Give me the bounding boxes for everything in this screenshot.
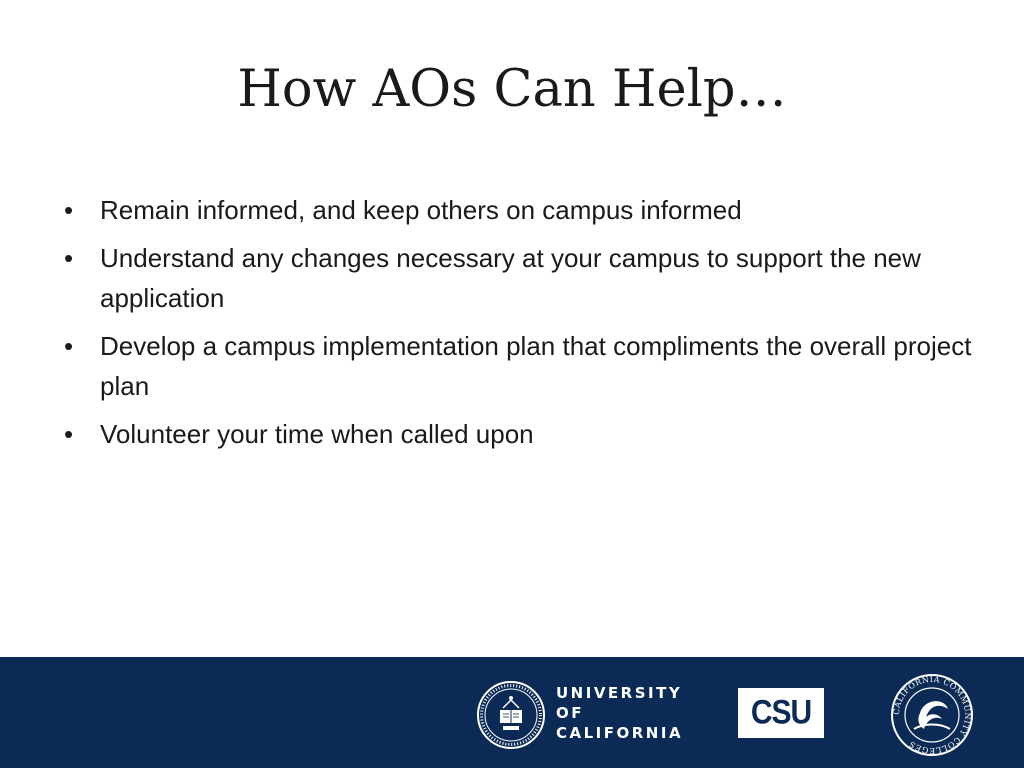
bullet-dot: • [64,243,74,273]
bullet-item [0,414,1024,454]
uc-wordmark-line: UNIVERSITY [556,684,683,702]
uc-wordmark-line: OF [556,704,584,722]
bullet-dot: • [64,331,74,361]
uc-wordmark-line: CALIFORNIA [556,724,684,742]
ccc-seal-text: CALIFORNIA COMMUNITY COLLEGES [891,674,973,756]
bullet-item [0,238,1024,318]
csu-logo [738,688,824,738]
uc-wordmark [556,683,683,743]
bullet-dot: • [64,195,74,225]
bullet-text: Develop a campus implementation plan that compliments the overall project plan [100,331,972,401]
bullet-text: Understand any changes necessary at your campus to support the new application [100,243,921,313]
california-community-colleges-seal-icon [890,673,974,757]
bullet-item [0,190,1024,230]
uc-seal-icon [476,680,546,750]
slide-title: How AOs Can Help… [237,60,787,119]
bullet-list [0,190,1024,462]
bullet-text: Remain informed, and keep others on campus informed [100,195,742,225]
csu-logo-text: CSU [750,693,812,732]
bullet-text: Volunteer your time when called upon [100,419,534,449]
bullet-item [0,326,1024,406]
bullet-dot: • [64,419,74,449]
